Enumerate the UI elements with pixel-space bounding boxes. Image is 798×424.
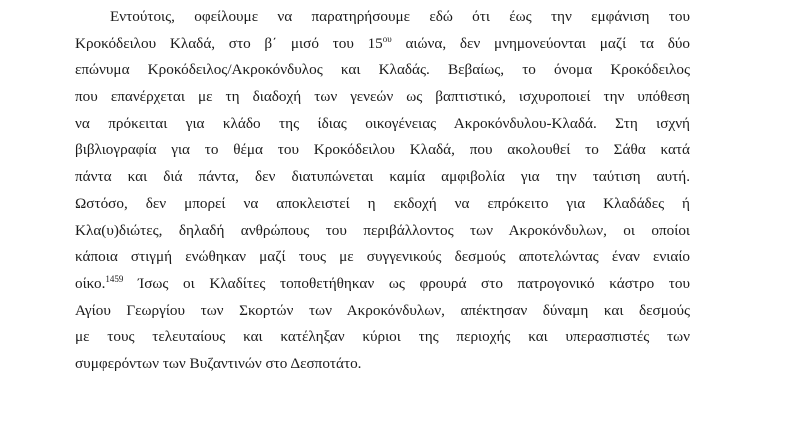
text-line xyxy=(75,271,690,298)
text-run: Κροκόδειλου Κλαδά, στο β΄ μισό του 15 xyxy=(75,34,383,52)
text-line: βιβλιογραφία για το θέμα του Κροκόδειλου Κλαδά, που ακολουθεί το Σάθα κατά xyxy=(75,141,690,159)
text-line xyxy=(75,31,690,58)
text-line: Κλα(υ)διώτες, δηλαδή ανθρώπους του περιβάλλοντος των Ακροκόνδυλων, οι οποίοι xyxy=(75,221,690,239)
text-line: συμφερόντων των Βυζαντινών στο Δεσποτάτο. xyxy=(75,354,362,372)
footnote-reference[interactable]: 1459 xyxy=(105,273,124,284)
text-run: οίκο. xyxy=(75,274,106,292)
text-line: να πρόκειται για κλάδο της ίδιας οικογένειας Ακροκόνδυλου-Κλαδά. Στη ισχνή xyxy=(75,114,690,132)
text-line: Εντούτοις, οφείλουμε να παρατηρήσουμε εδώ ότι έως την εμφάνιση του xyxy=(110,8,690,25)
text-run: αιώνα, δεν μνημονεύονται μαζί τα δύο xyxy=(391,34,690,52)
text-line: επώνυμα Κροκόδειλος/Ακροκόνδυλος και Κλαδάς. Βεβαίως, το όνομα Κροκόδειλος xyxy=(75,61,690,79)
text-line: Ωστόσο, δεν μπορεί να αποκλειστεί η εκδοχή να επρόκειτο για Κλαδάδες ή xyxy=(75,194,690,212)
text-line: Αγίου Γεωργίου των Σκορτών των Ακροκόνδυλων, απέκτησαν δύναμη και δεσμούς xyxy=(75,301,690,319)
text-line: που επανέρχεται με τη διαδοχή των γενεών ως βαπτιστικό, ισχυροποιεί την υπόθεση xyxy=(75,88,690,106)
text-line: με τους τελευταίους και κατέληξαν κύριοι της περιοχής και υπερασπιστές των xyxy=(75,328,690,346)
text-line: κάποια στιγμή ενώθηκαν μαζί τους με συγγενικούς δεσμούς αποτελώντας έναν ενιαίο xyxy=(75,248,690,266)
superscript: ου xyxy=(382,33,392,44)
body-paragraph xyxy=(75,4,690,378)
text-run: Ίσως οι Κλαδίτες τοποθετήθηκαν ως φρουρά στο πατρογονικό κάστρο του xyxy=(123,274,690,292)
text-line: πάντα και διά πάντα, δεν διατυπώνεται καμία αμφιβολία για την ταύτιση αυτή. xyxy=(75,168,690,186)
